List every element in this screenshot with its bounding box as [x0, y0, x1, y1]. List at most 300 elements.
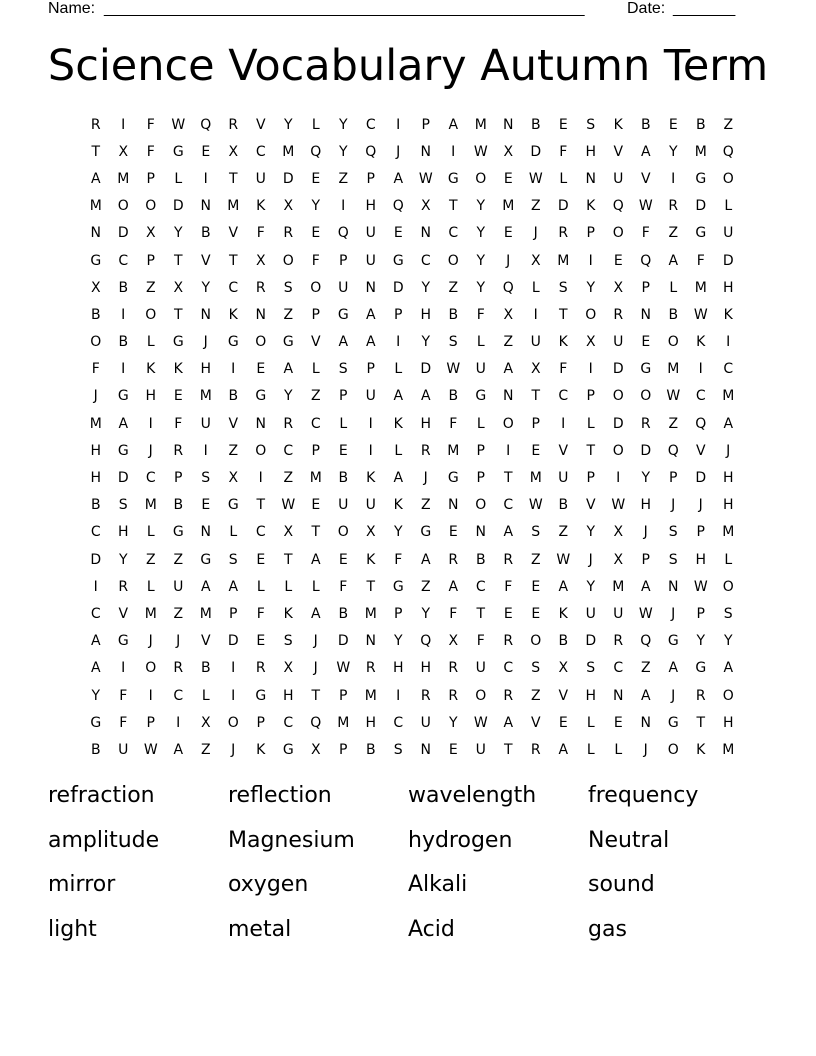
grid-letter: T: [696, 714, 706, 731]
grid-letter: F: [146, 143, 155, 160]
grid-row: [82, 628, 742, 655]
grid-letter: Z: [283, 306, 294, 323]
grid-letter: H: [420, 306, 432, 323]
grid-letter: U: [558, 470, 569, 487]
grid-letter: M: [89, 415, 102, 432]
grid-letter: H: [420, 660, 432, 677]
grid-letter: G: [695, 170, 707, 187]
grid-letter: R: [255, 279, 266, 296]
grid-letter: I: [231, 687, 236, 704]
grid-letter: S: [586, 116, 596, 133]
grid-letter: H: [420, 415, 432, 432]
grid-letter: V: [255, 116, 266, 133]
grid-letter: N: [200, 524, 211, 541]
grid-letter: N: [255, 415, 266, 432]
grid-letter: R: [90, 116, 101, 133]
word-bank-item: light: [48, 916, 97, 942]
grid-letter: T: [228, 170, 238, 187]
grid-letter: A: [228, 578, 239, 595]
grid-letter: C: [173, 687, 184, 704]
grid-letter: F: [174, 415, 183, 432]
grid-letter: L: [586, 714, 595, 731]
grid-letter: U: [723, 225, 734, 242]
grid-letter: Y: [448, 714, 458, 731]
grid-letter: F: [119, 687, 128, 704]
grid-letter: I: [726, 334, 731, 351]
grid-letter: O: [310, 279, 322, 296]
grid-letter: I: [588, 252, 593, 269]
grid-letter: X: [283, 524, 294, 541]
grid-letter: P: [146, 170, 155, 187]
word-bank-item: amplitude: [48, 827, 160, 853]
grid-letter: K: [366, 470, 376, 487]
grid-letter: I: [561, 415, 566, 432]
grid-letter: E: [503, 170, 513, 187]
grid-letter: Q: [640, 633, 652, 650]
grid-letter: J: [396, 143, 401, 160]
grid-letter: M: [282, 143, 295, 160]
grid-letter: X: [90, 279, 101, 296]
grid-letter: I: [671, 170, 676, 187]
grid-letter: M: [502, 198, 515, 215]
grid-letter: M: [89, 198, 102, 215]
grid-letter: P: [641, 279, 650, 296]
grid-letter: K: [146, 361, 156, 378]
grid-letter: Z: [173, 605, 184, 622]
grid-letter: B: [173, 497, 184, 514]
grid-letter: O: [145, 306, 157, 323]
grid-letter: I: [368, 415, 373, 432]
grid-letter: C: [255, 143, 266, 160]
grid-letter: V: [228, 415, 239, 432]
grid-row: [82, 655, 742, 682]
grid-letter: A: [310, 605, 321, 622]
grid-letter: H: [392, 660, 404, 677]
grid-letter: K: [283, 605, 293, 622]
grid-letter: A: [338, 334, 349, 351]
name-label: Name:: [48, 0, 96, 17]
grid-letter: B: [200, 660, 211, 677]
grid-letter: X: [420, 198, 431, 215]
grid-letter: G: [447, 170, 459, 187]
grid-letter: Z: [173, 551, 184, 568]
grid-row: [82, 356, 742, 383]
grid-letter: W: [528, 170, 543, 187]
grid-letter: U: [365, 225, 376, 242]
grid-letter: U: [338, 279, 349, 296]
grid-letter: J: [148, 633, 153, 650]
grid-row: [82, 410, 742, 437]
grid-letter: O: [612, 225, 624, 242]
grid-letter: Q: [502, 279, 514, 296]
grid-letter: V: [585, 497, 596, 514]
grid-letter: V: [613, 143, 624, 160]
grid-letter: Z: [503, 334, 514, 351]
grid-letter: K: [696, 334, 706, 351]
grid-letter: H: [722, 279, 734, 296]
grid-letter: A: [393, 388, 404, 405]
word-bank-item: Neutral: [588, 827, 670, 853]
grid-letter: I: [588, 361, 593, 378]
grid-letter: W: [336, 660, 351, 677]
grid-letter: P: [476, 442, 485, 459]
grid-letter: M: [529, 470, 542, 487]
grid-letter: K: [723, 306, 733, 323]
grid-letter: W: [143, 741, 158, 758]
grid-letter: O: [667, 741, 679, 758]
grid-letter: L: [586, 415, 595, 432]
grid-letter: Q: [337, 225, 349, 242]
grid-letter: J: [671, 497, 676, 514]
grid-letter: X: [365, 524, 376, 541]
grid-letter: N: [90, 225, 101, 242]
grid-letter: R: [448, 660, 459, 677]
grid-letter: Z: [558, 524, 569, 541]
grid-letter: F: [394, 551, 403, 568]
grid-letter: H: [722, 497, 734, 514]
grid-letter: O: [475, 497, 487, 514]
grid-letter: P: [394, 306, 403, 323]
grid-letter: S: [338, 361, 348, 378]
grid-letter: G: [282, 741, 294, 758]
grid-letter: Y: [393, 633, 403, 650]
grid-letter: T: [228, 252, 238, 269]
grid-letter: J: [726, 442, 731, 459]
grid-letter: U: [338, 497, 349, 514]
grid-letter: W: [528, 497, 543, 514]
word-bank-item: hydrogen: [408, 827, 513, 853]
grid-letter: W: [638, 605, 653, 622]
grid-letter: H: [145, 388, 157, 405]
grid-letter: P: [669, 470, 678, 487]
grid-letter: W: [473, 714, 488, 731]
word-bank-item: metal: [228, 916, 292, 942]
grid-letter: A: [393, 470, 404, 487]
grid-letter: E: [503, 225, 513, 242]
grid-letter: I: [121, 306, 126, 323]
grid-letter: B: [338, 470, 349, 487]
grid-letter: K: [393, 415, 403, 432]
grid-letter: W: [446, 361, 461, 378]
grid-letter: E: [613, 252, 623, 269]
grid-letter: H: [200, 361, 212, 378]
grid-letter: O: [722, 687, 734, 704]
grid-letter: I: [341, 198, 346, 215]
grid-letter: P: [311, 442, 320, 459]
grid-letter: I: [396, 687, 401, 704]
grid-letter: G: [447, 470, 459, 487]
grid-letter: I: [93, 578, 98, 595]
grid-letter: J: [698, 497, 703, 514]
grid-letter: L: [531, 279, 540, 296]
grid-letter: N: [585, 170, 596, 187]
grid-letter: L: [614, 741, 623, 758]
grid-letter: N: [255, 306, 266, 323]
grid-letter: E: [256, 633, 266, 650]
grid-letter: E: [448, 524, 458, 541]
grid-letter: A: [365, 334, 376, 351]
grid-letter: A: [503, 524, 514, 541]
grid-letter: K: [366, 551, 376, 568]
grid-letter: Y: [421, 605, 431, 622]
grid-letter: L: [146, 524, 155, 541]
grid-letter: Y: [586, 279, 596, 296]
grid-letter: Y: [173, 225, 183, 242]
grid-letter: J: [176, 633, 181, 650]
grid-letter: P: [146, 252, 155, 269]
grid-letter: E: [558, 714, 568, 731]
grid-letter: X: [613, 524, 624, 541]
grid-letter: U: [585, 605, 596, 622]
grid-letter: V: [118, 605, 129, 622]
grid-letter: D: [227, 633, 239, 650]
grid-letter: Q: [365, 143, 377, 160]
grid-letter: P: [531, 415, 540, 432]
grid-letter: Y: [393, 524, 403, 541]
grid-letter: J: [423, 470, 428, 487]
grid-letter: H: [365, 198, 377, 215]
grid-row: [82, 165, 742, 192]
grid-letter: K: [613, 116, 623, 133]
grid-letter: H: [722, 470, 734, 487]
grid-letter: U: [173, 578, 184, 595]
grid-letter: J: [93, 388, 98, 405]
grid-letter: V: [530, 714, 541, 731]
grid-letter: E: [531, 578, 541, 595]
grid-letter: S: [201, 470, 211, 487]
grid-letter: A: [640, 143, 651, 160]
grid-letter: T: [448, 198, 458, 215]
grid-row: [82, 138, 742, 165]
grid-letter: T: [173, 306, 183, 323]
grid-letter: F: [256, 605, 265, 622]
grid-letter: H: [90, 442, 102, 459]
grid-letter: L: [311, 578, 320, 595]
grid-letter: C: [503, 660, 514, 677]
grid-letter: G: [117, 442, 129, 459]
grid-letter: N: [420, 143, 431, 160]
grid-letter: D: [612, 361, 624, 378]
grid-row: [82, 492, 742, 519]
grid-row: [82, 193, 742, 220]
grid-letter: D: [90, 551, 102, 568]
grid-letter: Z: [448, 279, 459, 296]
word-bank-item: wavelength: [408, 783, 537, 808]
grid-letter: E: [256, 361, 266, 378]
grid-row: [82, 546, 742, 573]
grid-letter: P: [476, 470, 485, 487]
grid-letter: J: [671, 687, 676, 704]
grid-letter: X: [448, 633, 459, 650]
grid-letter: P: [641, 551, 650, 568]
grid-letter: D: [585, 633, 597, 650]
grid-letter: G: [475, 388, 487, 405]
grid-letter: G: [695, 660, 707, 677]
grid-letter: E: [256, 551, 266, 568]
grid-letter: A: [365, 306, 376, 323]
grid-letter: Z: [420, 578, 431, 595]
grid-letter: M: [199, 388, 212, 405]
worksheet-header: [48, 0, 768, 20]
grid-letter: Y: [723, 633, 733, 650]
grid-letter: K: [228, 306, 238, 323]
grid-letter: O: [117, 198, 129, 215]
grid-letter: Y: [476, 252, 486, 269]
grid-letter: C: [503, 497, 514, 514]
grid-letter: K: [173, 361, 183, 378]
grid-letter: S: [393, 741, 403, 758]
grid-letter: I: [203, 442, 208, 459]
grid-letter: Q: [310, 714, 322, 731]
grid-letter: C: [90, 524, 101, 541]
grid-letter: O: [667, 334, 679, 351]
grid-letter: P: [339, 252, 348, 269]
grid-letter: I: [231, 361, 236, 378]
grid-letter: B: [640, 116, 651, 133]
grid-letter: J: [203, 334, 208, 351]
grid-letter: G: [667, 633, 679, 650]
grid-letter: X: [530, 252, 541, 269]
grid-letter: S: [228, 551, 238, 568]
grid-letter: P: [339, 741, 348, 758]
grid-letter: Y: [476, 225, 486, 242]
grid-letter: Z: [530, 198, 541, 215]
grid-letter: X: [613, 279, 624, 296]
grid-letter: R: [283, 225, 294, 242]
grid-letter: B: [90, 306, 101, 323]
grid-letter: V: [228, 225, 239, 242]
grid-letter: U: [420, 714, 431, 731]
grid-letter: I: [176, 714, 181, 731]
grid-letter: U: [200, 415, 211, 432]
grid-letter: D: [722, 252, 734, 269]
grid-letter: N: [640, 714, 651, 731]
grid-letter: A: [723, 415, 734, 432]
grid-letter: C: [393, 714, 404, 731]
grid-letter: Q: [722, 143, 734, 160]
grid-letter: L: [476, 334, 485, 351]
grid-letter: N: [503, 116, 514, 133]
grid-letter: S: [531, 660, 541, 677]
grid-letter: W: [281, 497, 296, 514]
grid-letter: S: [558, 279, 568, 296]
grid-letter: F: [311, 252, 320, 269]
word-bank-item: refraction: [48, 783, 155, 808]
grid-letter: V: [695, 442, 706, 459]
grid-letter: L: [146, 334, 155, 351]
grid-letter: R: [420, 687, 431, 704]
grid-letter: U: [475, 660, 486, 677]
grid-letter: M: [667, 361, 680, 378]
grid-letter: L: [394, 361, 403, 378]
grid-letter: N: [200, 306, 211, 323]
grid-letter: F: [449, 605, 458, 622]
grid-letter: I: [396, 116, 401, 133]
word-bank-item: sound: [588, 872, 655, 897]
grid-row: [82, 573, 742, 600]
grid-letter: B: [118, 334, 129, 351]
grid-letter: Y: [696, 633, 706, 650]
grid-letter: Y: [283, 388, 293, 405]
grid-letter: G: [392, 252, 404, 269]
grid-letter: B: [475, 551, 486, 568]
grid-letter: N: [640, 306, 651, 323]
grid-letter: V: [200, 252, 211, 269]
grid-letter: L: [229, 524, 238, 541]
grid-letter: R: [613, 633, 624, 650]
grid-letter: I: [231, 660, 236, 677]
grid-letter: X: [558, 660, 569, 677]
grid-letter: E: [311, 225, 321, 242]
grid-letter: G: [255, 687, 267, 704]
grid-letter: G: [420, 524, 432, 541]
grid-letter: L: [476, 415, 485, 432]
grid-letter: G: [172, 143, 184, 160]
grid-letter: C: [723, 361, 734, 378]
grid-letter: X: [613, 551, 624, 568]
grid-letter: Z: [283, 470, 294, 487]
grid-letter: W: [611, 497, 626, 514]
grid-letter: C: [283, 714, 294, 731]
grid-letter: A: [558, 741, 569, 758]
grid-letter: P: [256, 714, 265, 731]
grid-letter: C: [310, 415, 321, 432]
grid-letter: B: [558, 633, 569, 650]
grid-row: [82, 274, 742, 301]
grid-letter: R: [420, 442, 431, 459]
grid-letter: E: [503, 605, 513, 622]
grid-letter: A: [448, 116, 459, 133]
grid-letter: A: [558, 578, 569, 595]
grid-letter: E: [338, 551, 348, 568]
grid-letter: E: [311, 497, 321, 514]
grid-letter: M: [722, 524, 735, 541]
grid-letter: A: [90, 170, 101, 187]
grid-letter: G: [255, 388, 267, 405]
grid-letter: V: [558, 687, 569, 704]
grid-letter: G: [227, 497, 239, 514]
grid-letter: U: [365, 252, 376, 269]
grid-letter: P: [394, 605, 403, 622]
grid-letter: O: [475, 687, 487, 704]
grid-letter: P: [339, 388, 348, 405]
grid-letter: L: [669, 279, 678, 296]
grid-letter: H: [90, 470, 102, 487]
word-bank-item: Alkali: [408, 872, 468, 897]
grid-letter: F: [449, 415, 458, 432]
grid-letter: X: [118, 143, 129, 160]
grid-letter: T: [366, 578, 376, 595]
grid-letter: J: [643, 741, 648, 758]
grid-letter: A: [503, 714, 514, 731]
grid-letter: V: [558, 442, 569, 459]
grid-letter: W: [693, 306, 708, 323]
grid-letter: F: [256, 225, 265, 242]
grid-letter: E: [613, 714, 623, 731]
grid-letter: X: [200, 714, 211, 731]
grid-letter: G: [117, 388, 129, 405]
grid-letter: B: [668, 306, 679, 323]
grid-letter: C: [475, 578, 486, 595]
grid-letter: R: [255, 660, 266, 677]
grid-letter: X: [310, 741, 321, 758]
grid-letter: B: [90, 741, 101, 758]
grid-letter: B: [200, 225, 211, 242]
grid-letter: O: [612, 442, 624, 459]
grid-row: [82, 220, 742, 247]
grid-letter: G: [90, 252, 102, 269]
grid-letter: D: [117, 225, 129, 242]
